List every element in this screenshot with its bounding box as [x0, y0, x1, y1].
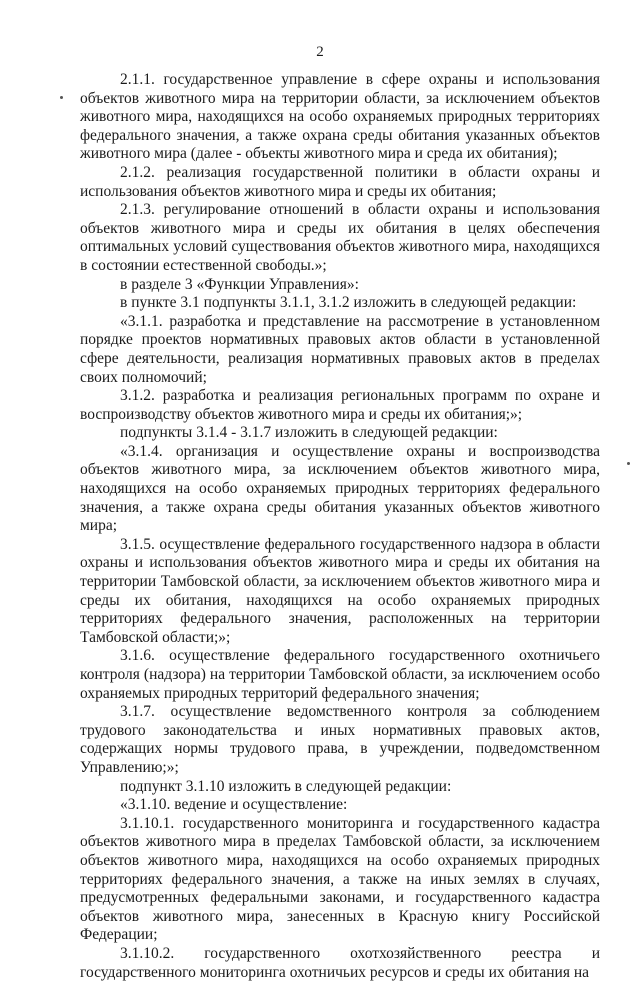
- paragraph-3-1-6: 3.1.6. осуществление федерального государственного охотничьего контроля (надзора) на территории Тамбовской области, за исключением особо охраняемых природных территорий федерального значения;: [80, 647, 600, 702]
- paragraph-2-1-3: 2.1.3. регулирование отношений в области охраны и использования объектов животного мира и среды их обитания в целях обеспечения оптимальных условий существования объектов животного мира, находящихся в состоянии естественной свободы.»;: [80, 201, 600, 274]
- paragraph-3-1-1: «3.1.1. разработка и представление на рассмотрение в установленном порядке проектов нормативных правовых актов области в установленной сфере деятельности, реализация нормативных правовых актов в пределах своих полномочий;: [80, 312, 600, 386]
- paragraph-2-1-1: 2.1.1. государственное управление в сфере охраны и использования объектов животного мира на территории области, за исключением объектов животного мира, находящихся на особо охраняемых природных территориях федерального значения, а также охрана среды обитания указанных объектов животного мира (далее - объекты животного мира и среда их обитания);: [80, 71, 600, 163]
- paragraph-2-1-2: 2.1.2. реализация государственной политики в области охраны и использования объектов животного мира и среды их обитания;: [80, 163, 600, 200]
- scan-speck: [60, 96, 63, 99]
- paragraph-section-3: в разделе 3 «Функции Управления»:: [120, 275, 359, 293]
- paragraph-point-3-1: в пункте 3.1 подпункты 3.1.1, 3.1.2 изложить в следующей редакции:: [120, 294, 577, 312]
- paragraph-3-1-5: 3.1.5. осуществление федерального государственного надзора в области охраны и использования объектов животного мира и среды их обитания на территории Тамбовской области, за исключением объектов животного мира и среды их обитания, находящихся на особо охраняемых природных территориях федерального значения, расположенных на территории Тамбовской области;»;: [80, 535, 600, 646]
- paragraph-3-1-10-1: 3.1.10.1. государственного мониторинга и государственного кадастра объектов животного мира в пределах Тамбовской области, за исключением объектов животного мира, находящихся на особо охраняемых природных территориях федерального значения, а также на иных землях в случаях, предусмотренных федеральными законами, и государственного кадастра объектов животного мира, занесенных в Красную книгу Российской Федерации;: [80, 814, 600, 944]
- page-number: 2: [316, 44, 324, 60]
- paragraph-3-1-2: 3.1.2. разработка и реализация региональных программ по охране и воспроизводству объектов животного мира и среды их обитания;»;: [80, 387, 600, 423]
- scan-speck: [627, 462, 630, 465]
- paragraph-subpoints-3-1-4-3-1-7: подпункты 3.1.4 - 3.1.7 изложить в следующей редакции:: [120, 424, 498, 442]
- paragraph-3-1-7: 3.1.7. осуществление ведомственного контроля за соблюдением трудового законодательства и иных нормативных правовых актов, содержащих нормы трудового права, в учреждении, подведомственном Управлению;»;: [80, 703, 600, 776]
- paragraph-3-1-10-2: 3.1.10.2. государственного охотхозяйственного реестра и государственного мониторинга охотничьих ресурсов и среды их обитания на: [80, 944, 600, 981]
- paragraph-3-1-10: «3.1.10. ведение и осуществление:: [120, 796, 348, 814]
- paragraph-3-1-4: «3.1.4. организация и осуществление охраны и воспроизводства объектов животного мира, за исключением объектов животного мира, находящихся на особо охраняемых природных территориях федерального значения, а также охрана среды обитания указанных объектов животного мира;: [80, 442, 600, 535]
- document-body: [80, 71, 600, 982]
- paragraph-subpoint-3-1-10: подпункт 3.1.10 изложить в следующей редакции:: [120, 777, 452, 795]
